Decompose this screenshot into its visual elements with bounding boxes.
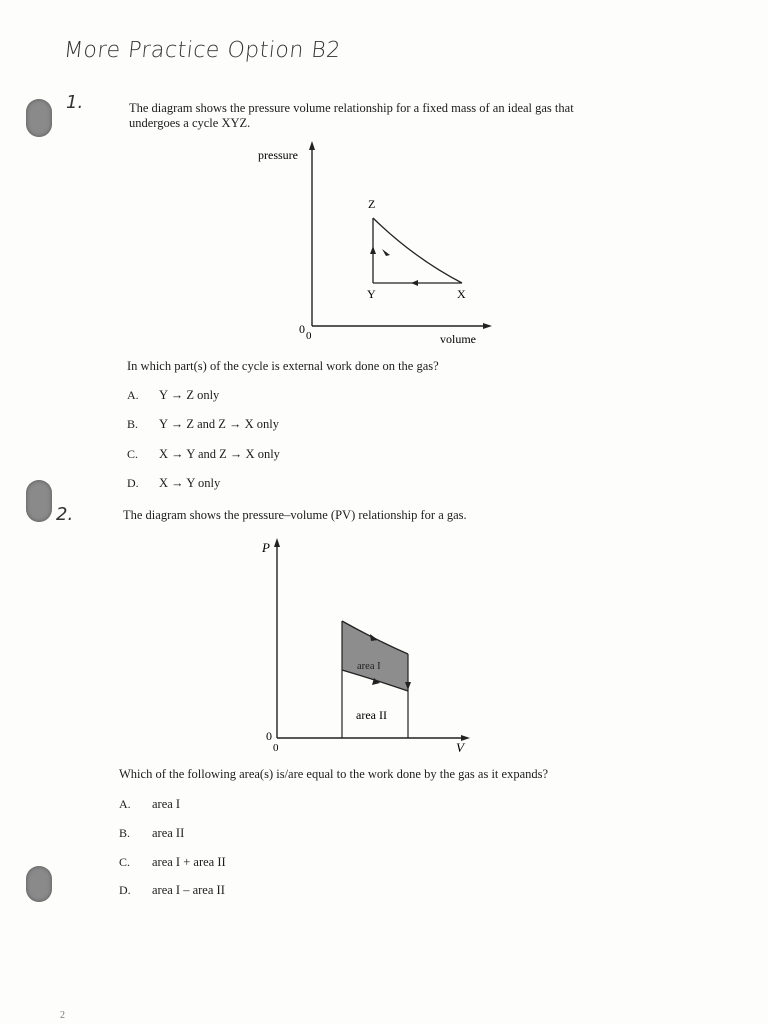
question-2-option-d [119, 881, 225, 899]
option-letter: B. [119, 826, 131, 840]
q2-area-1-label: area I [357, 661, 381, 672]
question-2-option-a [119, 795, 180, 813]
question-1-stem-line2: undergoes a cycle XYZ. [129, 116, 251, 130]
option-text: X → Y and Z → X only [159, 447, 280, 461]
option-text: area II [152, 826, 185, 840]
q1-origin-label-left: 0 [299, 322, 305, 336]
question-1-pv-diagram [0, 0, 768, 360]
q2-x-axis-label: V [456, 740, 464, 755]
question-2-number: 2. [56, 504, 74, 525]
q2-arrow-upper-icon [370, 634, 378, 641]
q1-arrow-up-icon [370, 246, 376, 254]
option-letter: C. [119, 855, 131, 869]
q1-x-axis-label: volume [440, 332, 476, 346]
option-letter: C. [127, 447, 139, 461]
option-letter: D. [119, 883, 131, 897]
q2-area-2-label: area II [356, 708, 387, 722]
footer-mark: 2 [60, 1010, 65, 1021]
option-text: Y → Z only [159, 388, 220, 402]
binder-hole-bottom [26, 866, 52, 902]
q1-point-x-label: X [457, 287, 466, 301]
binder-hole-middle [26, 480, 52, 522]
question-2-pv-diagram [0, 520, 768, 760]
q1-arrow-down-right-icon [382, 249, 390, 256]
question-1-number: 1. [66, 92, 84, 113]
option-text: X → Y only [159, 476, 221, 490]
q1-point-y-label: Y [367, 287, 376, 301]
q1-arrow-left-icon [411, 280, 418, 286]
option-letter: D. [127, 476, 139, 490]
q1-y-axis-label: pressure [258, 148, 298, 162]
q1-path-z-to-x [373, 218, 462, 283]
question-2-option-c [119, 853, 226, 871]
option-letter: B. [127, 417, 139, 431]
question-1-option-d [127, 474, 220, 492]
question-1-option-c [127, 445, 280, 463]
option-text: Y → Z and Z → X only [159, 417, 280, 431]
q1-point-z-label: Z [368, 197, 376, 211]
q1-origin-label-right: 0 [306, 330, 312, 342]
question-2-option-b [119, 824, 184, 842]
question-1-stem-line1: The diagram shows the pressure volume relationship for a fixed mass of an ideal gas that [129, 101, 574, 115]
q2-y-axis-arrow-icon [274, 538, 280, 547]
option-letter: A. [127, 388, 139, 402]
q2-origin-label-left: 0 [266, 729, 272, 743]
question-2-stem: The diagram shows the pressure–volume (PV) relationship for a gas. [123, 508, 467, 522]
question-1-option-b [127, 415, 279, 433]
question-1-prompt: In which part(s) of the cycle is external work done on the gas? [127, 359, 439, 373]
question-2-prompt: Which of the following area(s) is/are equal to the work done by the gas as it expands? [119, 767, 549, 781]
q2-origin-label-below: 0 [273, 742, 279, 754]
q1-x-axis-arrow-icon [483, 323, 492, 329]
option-text: area I + area II [152, 855, 226, 869]
option-letter: A. [119, 797, 131, 811]
page-title: More Practice Option B2 [62, 38, 343, 63]
q1-y-axis-arrow-icon [309, 141, 315, 150]
option-text: area I – area II [152, 883, 225, 897]
question-1-option-a [127, 386, 219, 404]
option-text: area I [152, 797, 181, 811]
q2-y-axis-label: P [262, 540, 270, 555]
